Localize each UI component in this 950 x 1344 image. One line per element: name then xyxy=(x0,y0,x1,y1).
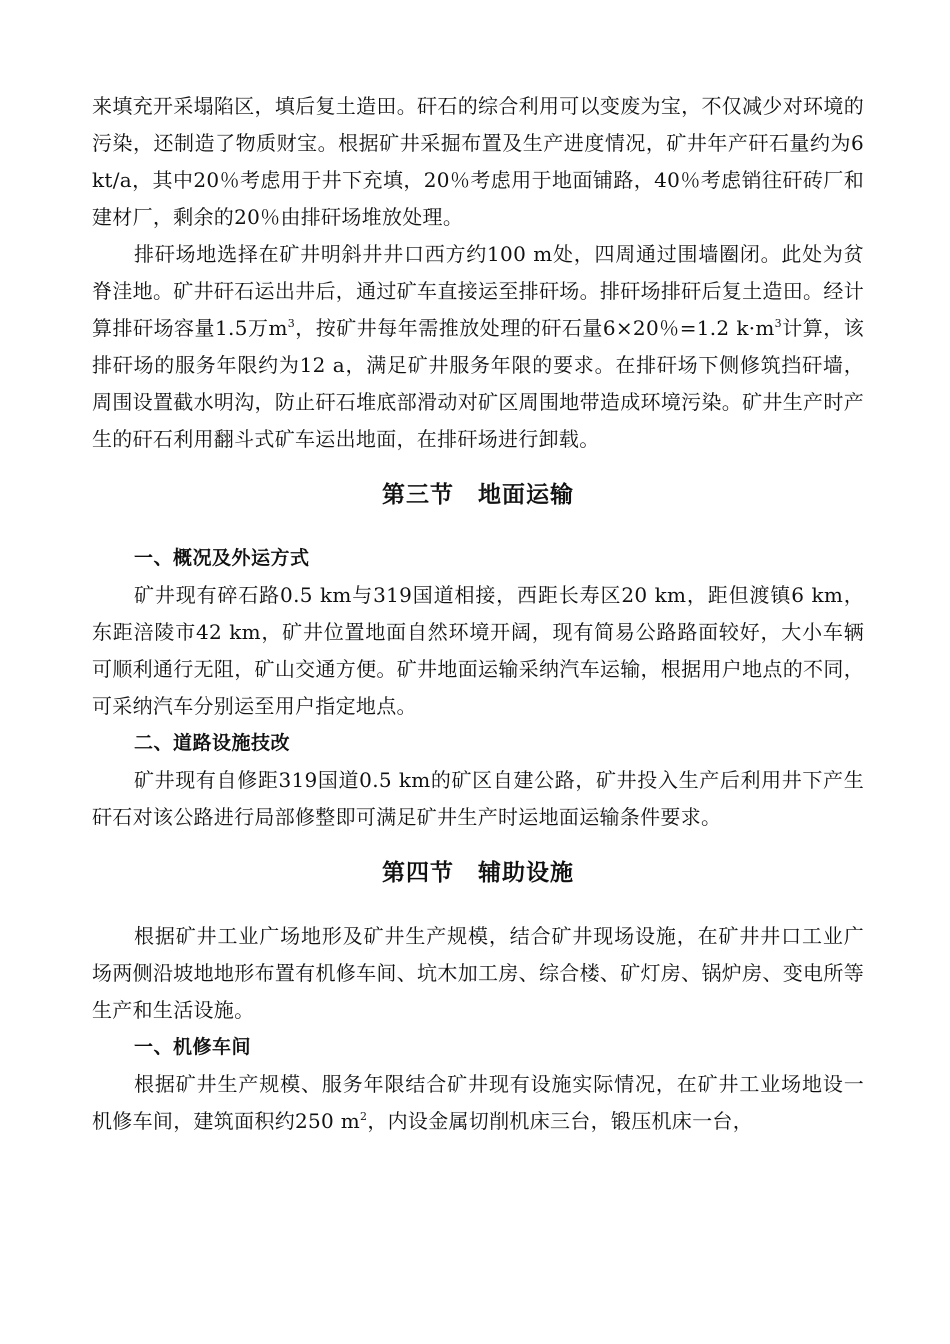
paragraph-gangue-dump xyxy=(92,236,864,458)
paragraph-road-upgrade: 矿井现有自修距319国道0.5 km的矿区自建公路，矿井投入生产后利用井下产生矸石对该公路进行局部修整即可满足矿井生产时运地面运输条件要求。 xyxy=(92,768,864,829)
section-title-auxiliary-facilities: 第四节 辅助设施 xyxy=(382,859,574,886)
document-page xyxy=(92,88,864,1140)
paragraph-gangue-dump-part-b: ，按矿井每年需推放处理的矸石量6×20％=1.2 k·m xyxy=(295,316,775,340)
paragraph-overview-transport: 矿井现有碎石路0.5 km与319国道相接，西距长寿区20 km，距但渡镇6 km，东距涪陵市42 km，矿井位置地面自然环境开阔，现有简易公路路面较好，大小车辆可顺利通行无阻，矿山交通方便。矿井地面运输采纳汽车运输，根据用户地点的不同，可采纳汽车分别运至用户指定地点。 xyxy=(92,583,864,718)
superscript-cubic-2: 3 xyxy=(774,317,782,330)
subheading-road-upgrade: 二、道路设施技改 xyxy=(134,732,291,754)
paragraph-gangue-dump-part-c: 计算，该排矸场的服务年限约为12 a，满足矿井服务年限的要求。在排矸场下侧修筑挡矸墙，周围设置截水明沟，防止矸石堆底部滑动对矿区周围地带造成环境污染。矿井生产时产生的矸石利用翻斗式矿车运出地面，在排矸场进行卸载。 xyxy=(92,316,865,451)
paragraph-repair-workshop-part-a: 根据矿井生产规模、服务年限结合矿井现有设施实际情况，在矿井工业场地设一机修车间，建筑面积约250 m xyxy=(92,1072,864,1133)
paragraph-repair-workshop-part-b: ，内设金属切削机床三台，锻压机床一台， xyxy=(367,1109,754,1133)
section-title-ground-transport: 第三节 地面运输 xyxy=(382,481,574,508)
paragraph-repair-workshop xyxy=(92,1066,864,1140)
subheading-repair-workshop: 一、机修车间 xyxy=(134,1036,252,1058)
paragraph-gangue-use: 来填充开采塌陷区，填后复土造田。矸石的综合利用可以变废为宝，不仅减少对环境的污染，还制造了物质财宝。根据矿井采掘布置及生产进度情况，矿井年产矸石量约为6 kt/a，其中20％考虑用于井下充填，20％考虑用于地面铺路，40％考虑销往矸砖厂和建材厂，剩余的20％由排矸场堆放处理。 xyxy=(92,94,864,229)
superscript-square: 2 xyxy=(360,1110,368,1123)
paragraph-auxiliary-intro: 根据矿井工业广场地形及矿井生产规模，结合矿井现场设施，在矿井井口工业广场两侧沿坡地地形布置有机修车间、坑木加工房、综合楼、矿灯房、锅炉房、变电所等生产和生活设施。 xyxy=(92,924,864,1022)
subheading-overview-transport: 一、概况及外运方式 xyxy=(134,547,310,569)
superscript-cubic: 3 xyxy=(287,317,296,330)
paragraph-gangue-dump-part-a: 排矸场地选择在矿井明斜井井口西方约100 m处，四周通过围墙圈闭。此处为贫脊洼地。矿井矸石运出井后，通过矿车直接运至排矸场。排矸场排矸后复土造田。经计算排矸场容量1.5万m xyxy=(92,242,864,340)
